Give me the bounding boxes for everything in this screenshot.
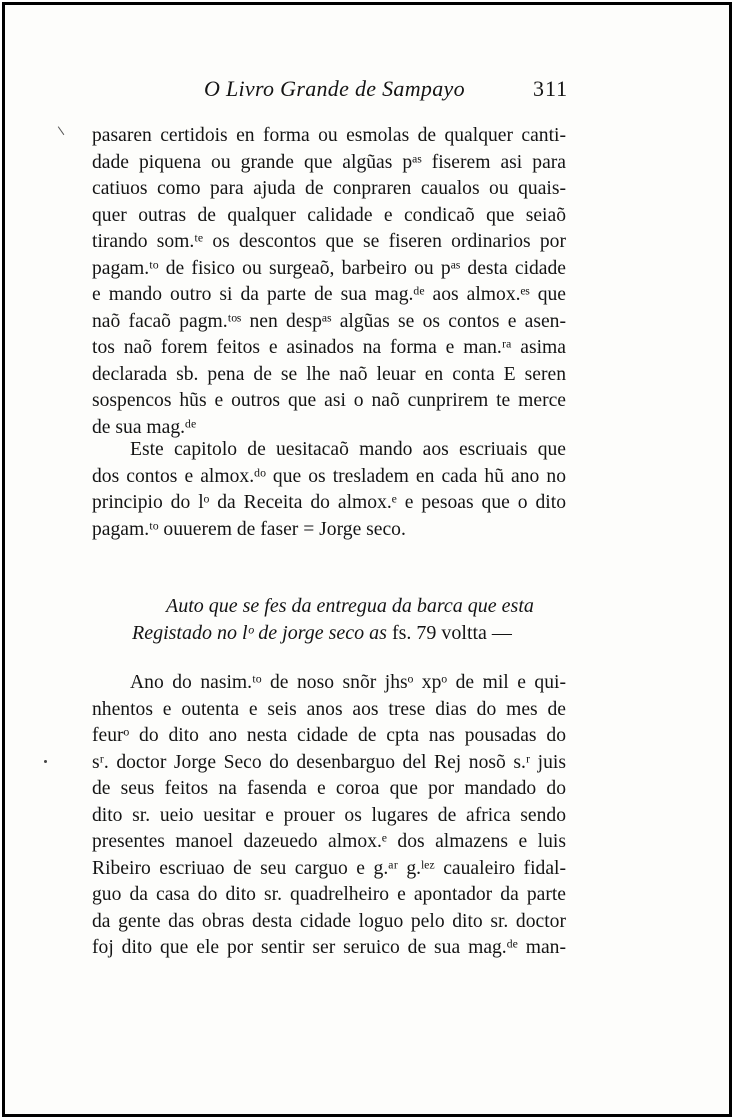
paragraph-1 <box>92 123 566 441</box>
page-number: 311 <box>533 76 569 101</box>
text-line: tirando som.ᵗᵉ os descontos que se fiseren ordinarios por <box>92 231 566 252</box>
text-line: dito sr. ueio uesitar e prouer os lugares de africa sendo <box>92 804 566 826</box>
text-line: catiuos como para ajuda de conpraren caualos ou quais- <box>92 178 566 199</box>
text-line: pagam.ᵗᵒ ouuerem de faser = Jorge seco. <box>92 518 406 540</box>
text-line: dos contos e almox.ᵈᵒ que os tresladem en cada hũ ano no <box>92 465 566 487</box>
text-line: naõ facaõ pagm.ᵗᵒˢ nen despᵃˢ algũas se os contos e asen- <box>92 310 566 332</box>
text-line: da gente das obras desta cidade loguo pelo dito sr. doctor <box>92 910 566 932</box>
text-line: foj dito que ele por sentir ser seruico de sua mag.ᵈᵉ man- <box>92 937 566 958</box>
text-line: de seus feitos na fasenda e coroa que por mandado do <box>92 778 566 799</box>
heading-line-2 <box>132 620 580 647</box>
heading-line-2-italic: Registado no lᵒ de jorge seco as <box>132 621 387 644</box>
text-line: nhentos e outenta e seis anos aos trese dias do mes de <box>92 698 566 720</box>
paragraph-3 <box>92 670 566 962</box>
text-line: dade piquena ou grande que algũas pᵃˢ fiserem asi para <box>92 151 566 173</box>
text-line: guo da casa do dito sr. quadrelheiro e apontador da parte <box>92 884 566 905</box>
heading-line-2-roman: fs. 79 voltta — <box>386 621 512 644</box>
text-line: sospencos hũs e outros que asi o naõ cunprirem te merce <box>92 390 566 411</box>
text-line: pasaren certidois en forma ou esmolas de qualquer canti- <box>92 125 566 146</box>
text-line: tos naõ forem feitos e asinados na forma e man.ʳᵃ asima <box>92 337 566 358</box>
text-line: Ribeiro escriuao de seu carguo e g.ᵃʳ g.ˡᵉᶻ caualeiro fidal- <box>92 857 566 879</box>
text-line: principio do lᵒ da Receita do almox.ᵉ e pesoas que o dito <box>92 492 566 513</box>
text-line: feurᵒ do dito ano nesta cidade de cpta nas pousadas do <box>92 725 566 746</box>
paragraph-2 <box>92 437 566 543</box>
text-line: sʳ. doctor Jorge Seco do desenbarguo del Rej nosõ s.ʳ juis <box>92 751 566 773</box>
running-head <box>0 76 732 106</box>
running-head-title: O Livro Grande de Sampayo <box>204 76 465 101</box>
margin-dot <box>44 760 47 763</box>
heading-line-1: Auto que se fes da entregua da barca que esta <box>166 595 534 617</box>
text-line: e mando outro si da parte de sua mag.ᵈᵉ aos almox.ᵉˢ que <box>92 284 566 305</box>
text-line: pagam.ᵗᵒ de fisico ou surgeaõ, barbeiro ou pᵃˢ desta cidade <box>92 257 566 279</box>
section-heading <box>132 593 580 646</box>
text-line: quer outras de qualquer calidade e condicaõ que seiaõ <box>92 204 566 226</box>
text-line: declarada sb. pena de se lhe naõ leuar en conta E seren <box>92 363 566 385</box>
text-line: Este capitolo de uesitacaõ mando aos escriuais que <box>130 439 566 460</box>
text-line: de sua mag.ᵈᵉ <box>92 416 197 438</box>
text-line: Ano do nasim.ᵗᵒ de noso snõr jhsᵒ xpᵒ de mil e qui- <box>130 672 566 693</box>
text-line: presentes manoel dazeuedo almox.ᵉ dos almazens e luis <box>92 831 566 852</box>
